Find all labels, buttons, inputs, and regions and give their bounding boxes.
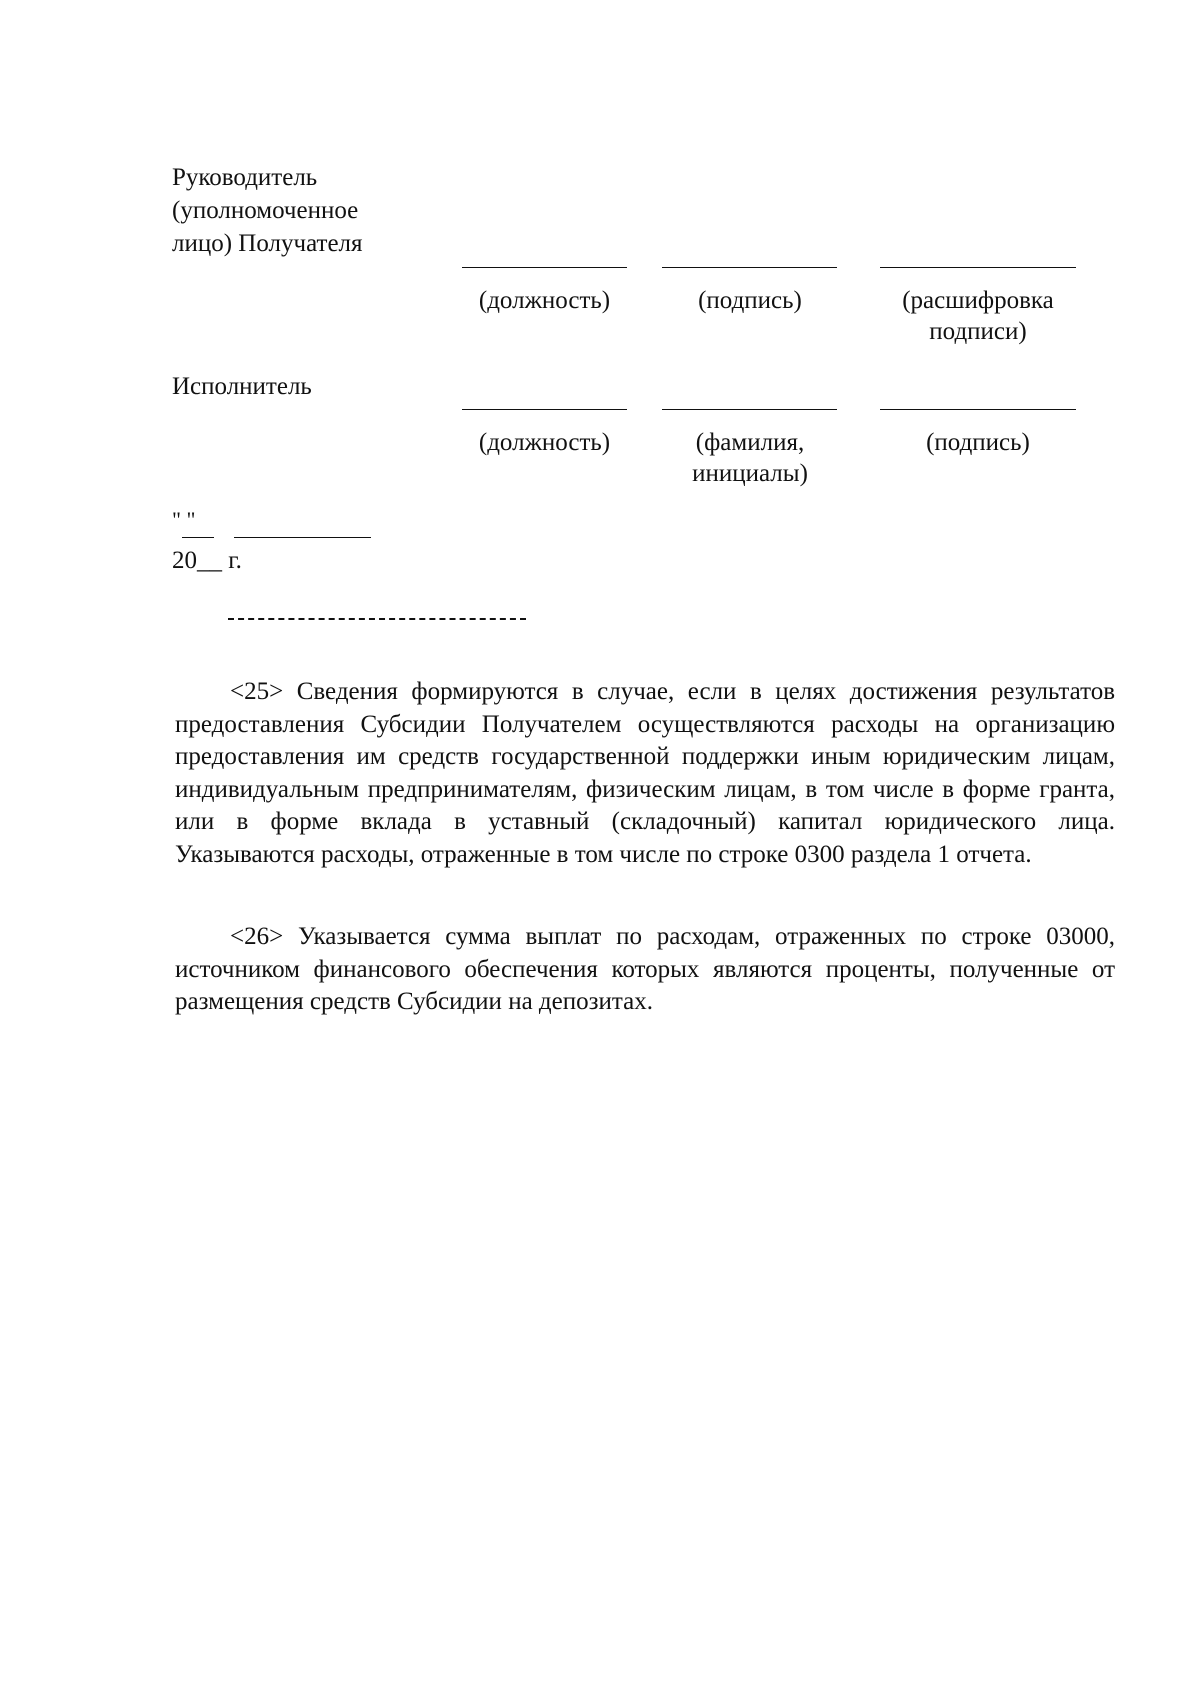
executor-name-line	[662, 409, 837, 410]
footnote-26: <26> Указывается сумма выплат по расходам, отраженных по строке 03000, источником финансового обеспечения которых являются проценты, полученные от размещения средств Субсидии на депозитах.	[175, 923, 1115, 1015]
executor-position-caption: (должность)	[478, 429, 611, 456]
date-month-line	[234, 537, 371, 538]
head-decoding-caption-line-2: подписи)	[929, 318, 1027, 345]
head-signature-line	[662, 267, 837, 268]
date-day-line	[182, 537, 214, 538]
head-position-caption: (должность)	[478, 287, 611, 314]
footnote-separator	[228, 618, 526, 620]
date-year: 20__ г.	[172, 547, 242, 574]
head-signature-caption: (подпись)	[698, 287, 802, 314]
head-label-line-3: лицо) Получателя	[172, 230, 363, 257]
head-label-line-2: (уполномоченное	[172, 197, 359, 224]
head-label-line-1: Руководитель	[172, 164, 318, 191]
head-position-line	[462, 267, 627, 268]
head-decoding-caption-line-1: (расшифровка	[902, 287, 1054, 314]
executor-position-line	[462, 409, 627, 410]
head-decoding-line	[880, 267, 1076, 268]
executor-name-caption-line-1: (фамилия,	[695, 429, 805, 456]
executor-signature-caption: (подпись)	[926, 429, 1030, 456]
footnote-25: <25> Сведения формируются в случае, если в целях достижения результатов предоставления Субсидии Получателем осуществляются расходы на организацию предоставления им средств государственной поддержки иным юридическим лицам, индивидуальным предпринимателям, физическим лицам, в том числе в форме гранта, или в форме вклада в уставный (складочный) капитал юридического лица. Указываются расходы, отраженные в том числе по строке 0300 раздела 1 отчета.	[175, 678, 1115, 868]
executor-label: Исполнитель	[172, 373, 312, 400]
executor-name-caption-line-2: инициалы)	[692, 460, 808, 487]
date-quotes: " "	[172, 507, 196, 532]
executor-signature-line	[880, 409, 1076, 410]
